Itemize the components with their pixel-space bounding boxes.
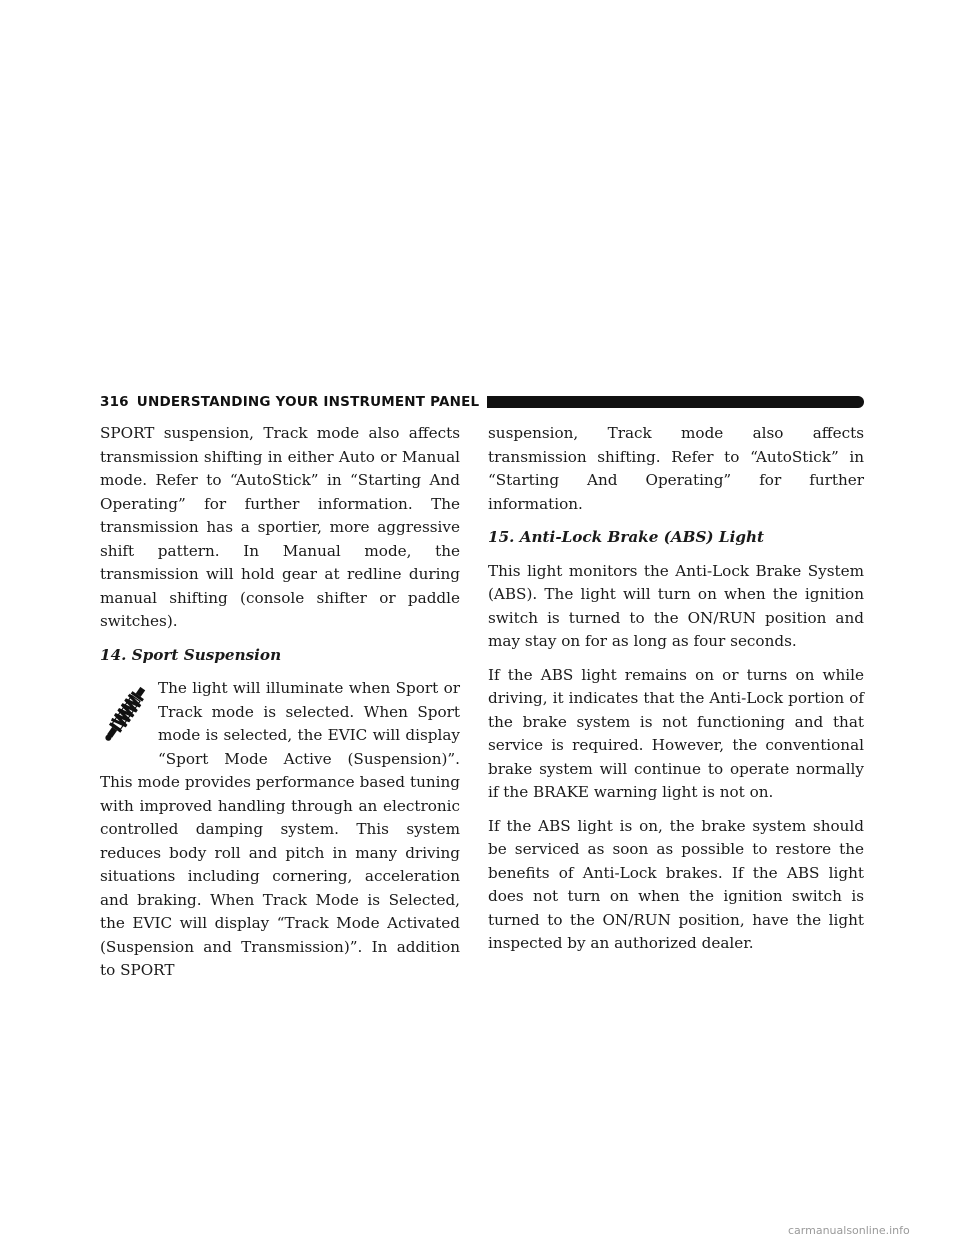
header-rule <box>487 396 864 408</box>
heading-sport-suspension: 14. Sport Suspension <box>100 645 282 664</box>
paragraph: suspension, Track mode also affects transmission shifting. Refer to “AutoStick” in “Starting And Operating” for further information. <box>488 424 864 513</box>
section-title: UNDERSTANDING YOUR INSTRUMENT PANEL <box>136 394 480 410</box>
left-column <box>100 422 460 993</box>
paragraph: SPORT suspension, Track mode also affects transmission shifting in either Auto or Manual mode. Refer to “AutoStick” in “Starting And Operating” for further information. The transmission has a sportier, more aggressive shift pattern. In Manual mode, the transmission will hold gear at redline during manual shifting (console shifter or paddle switches). <box>100 424 460 630</box>
page-header <box>100 391 864 413</box>
page-number: 316 <box>100 394 129 410</box>
sport-suspension-text: The light will illuminate when Sport or Track mode is selected. When Sport mode is selected, the EVIC will display “Sport Mode Active (Suspension)”. This mode provides performance based tuning with improved handling through an electronic controlled damping system. This system reduces body roll and pitch in many driving situations including cornering, acceleration and braking. When Track Mode is Selected, the EVIC will display “Track Mode Activated (Suspension and Transmission)”. In addition to SPORT <box>100 679 460 979</box>
abs-light-description: This light monitors the Anti-Lock Brake System (ABS). The light will turn on when the ignition switch is turned to the ON/RUN position and may stay on for as long as four seconds. <box>488 561 864 650</box>
paragraph-with-icon <box>100 677 460 983</box>
paragraph: If the ABS light is on, the brake system should be serviced as soon as possible to restore the benefits of Anti-Lock brakes. If the ABS light does not turn on when the ignition switch is turned to the ON/RUN position, have the light inspected by an authorized dealer. <box>488 816 864 952</box>
right-column <box>488 422 864 966</box>
heading-abs-light: 15. Anti-Lock Brake (ABS) Light <box>488 528 765 546</box>
paragraph: If the ABS light remains on or turns on while driving, it indicates that the Anti-Lock portion of the brake system is not functioning and that service is required. However, the conventional brake system will continue to operate normally if the BRAKE warning light is not on. <box>488 665 864 801</box>
shock-absorber-icon <box>100 681 158 751</box>
footer-watermark: carmanualsonline.info <box>788 1224 910 1237</box>
